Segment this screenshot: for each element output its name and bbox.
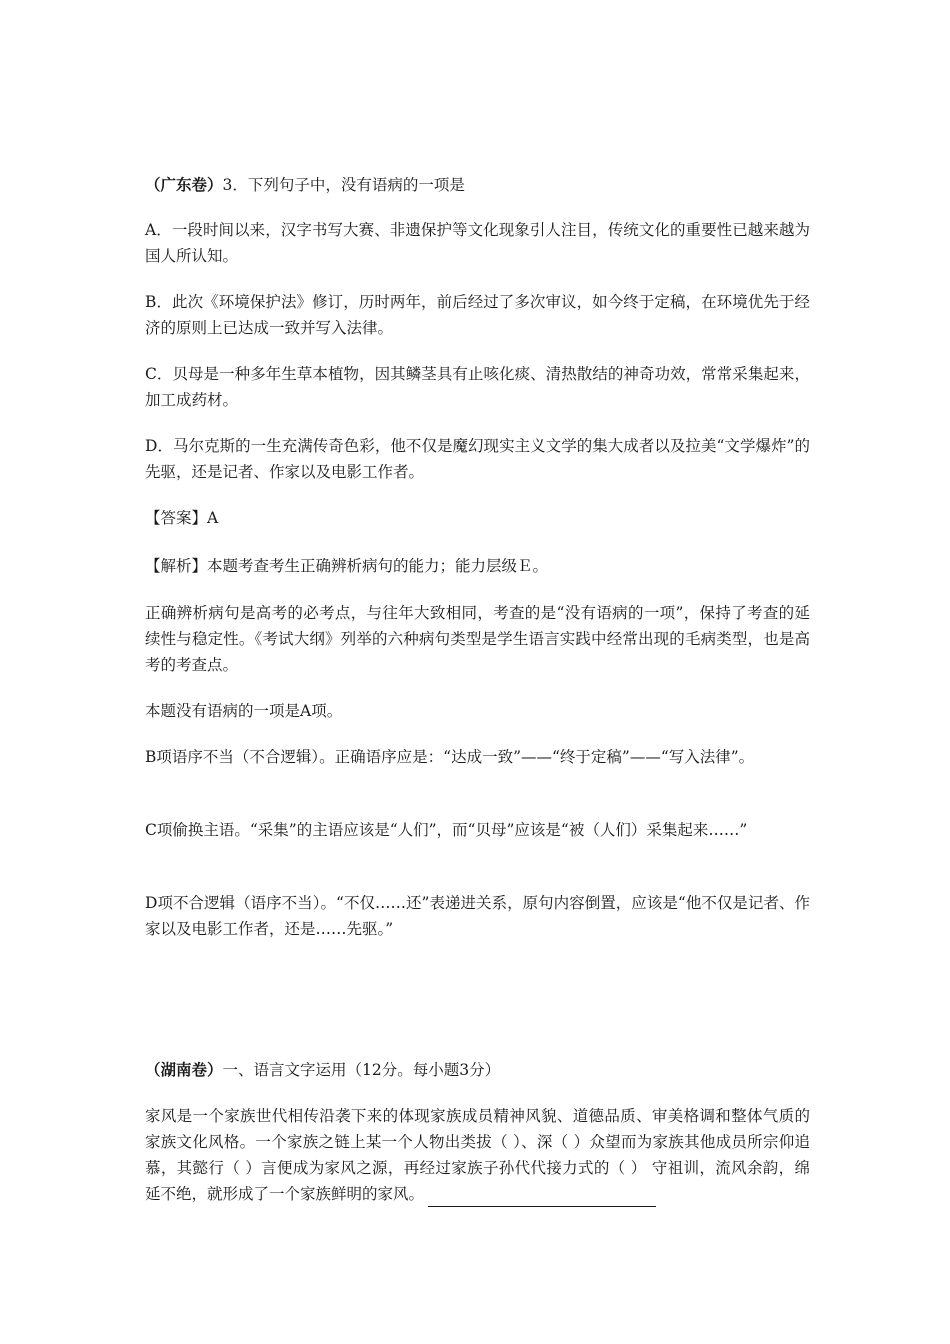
explanation-paragraph-5: D项不合逻辑（语序不当）。“不仅……还”表递进关系，原句内容倒置，应该是“他不仅是记者、作家以及电影工作者，还是……先驱。” [145,894,810,938]
explanation-paragraph-3: B项语序不当（不合逻辑）。正确语序应是：“达成一致”——“终于定稿”——“写入法律”。 [145,748,755,766]
analysis-line: 【解析】本题考查考生正确辨析病句的能力；能力层级Ｅ。 [145,557,549,575]
option-d: D．马尔克斯的一生充满传奇色彩，他不仅是魔幻现实主义文学的集大成者以及拉美“文学爆炸”的先驱，还是记者、作家以及电影工作者。 [145,437,810,481]
hunan-passage-text: 家风是一个家族世代相传沿袭下来的体现家族成员精神风貌、道德品质、审美格调和整体气质的家族文化风格。一个家族之链上某一个人物出类拔（ ）、深（ ）众望而为家族其他成员所宗仰追慕，其懿行（ ）言便成为家风之源，再经过家族子孙代代接力式的（ ） 守祖训，流风余韵，绵延不绝，就形成了一个家族鲜明的家风。 [145,1107,810,1203]
guangdong-question [145,172,810,198]
answer-blank-line[interactable] [428,1188,656,1207]
explanation-paragraph-1: 正确辨析病句是高考的必考点，与往年大致相同，考查的是“没有语病的一项”，保持了考查的延续性与稳定性。《考试大纲》列举的六种病句类型是学生语言实践中经常出现的毛病类型，也是高考的考查点。 [145,604,810,674]
explanation-paragraph-2: 本题没有语病的一项是A项。 [145,702,343,720]
hunan-heading-text: 一、语言文字运用（12分。每小题3分） [222,1061,501,1079]
option-b: B．此次《环境保护法》修订，历时两年，前后经过了多次审议，如今终于定稿，在环境优先于经济的原则上已达成一致并写入法律。 [145,293,810,337]
answer-line: 【答案】A [145,509,219,527]
option-a: A．一段时间以来，汉字书写大赛、非遗保护等文化现象引人注目，传统文化的重要性已越来越为国人所认知。 [145,221,810,265]
option-c: C．贝母是一种多年生草本植物，因其鳞茎具有止咳化痰、清热散结的神奇功效，常常采集起来，加工成药材。 [145,365,810,409]
guangdong-source-label: （广东卷） [145,175,223,194]
hunan-source-label: （湖南卷） [145,1060,223,1079]
hunan-passage [145,1103,810,1207]
explanation-paragraph-4: C项偷换主语。“采集”的主语应该是“人们”，而“贝母”应该是“被（人们）采集起来……” [145,821,748,839]
guangdong-question-text: 3．下列句子中，没有语病的一项是 [222,176,465,194]
hunan-heading [145,1057,810,1083]
